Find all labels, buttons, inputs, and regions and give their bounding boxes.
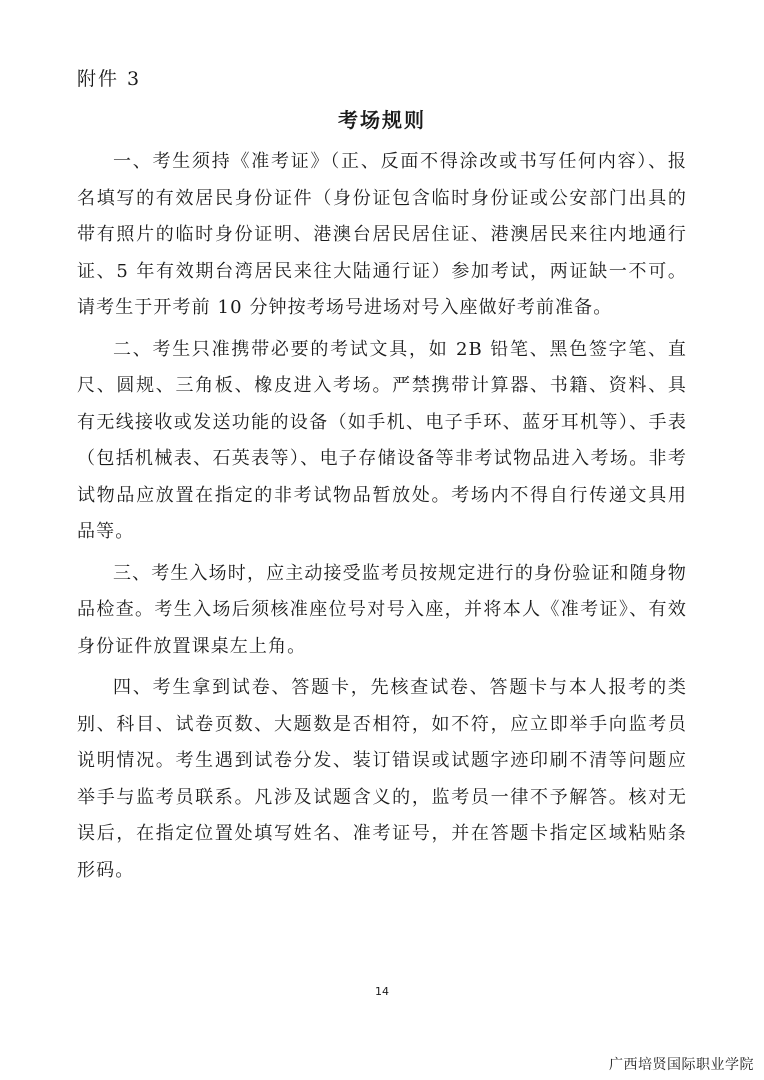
- attachment-label: 附件 3: [77, 68, 142, 90]
- document-body: [77, 144, 687, 894]
- rule-paragraph-2: 二、考生只准携带必要的考试文具，如 2B 铅笔、黑色签字笔、直尺、圆规、三角板、橡皮进入考场。严禁携带计算器、书籍、资料、具有无线接收或发送功能的设备（如手机、电子手环、蓝牙耳机等）、手表（包括机械表、石英表等）、电子存储设备等非考试物品进入考场。非考试物品应放置在指定的非考试物品暂放处。考场内不得自行传递文具用品等。: [77, 338, 687, 542]
- watermark-text: 广西培贤国际职业学院: [609, 1057, 754, 1073]
- page-title: 考场规则: [338, 108, 426, 132]
- rule-paragraph-4: 四、考生拿到试卷、答题卡，先核查试卷、答题卡与本人报考的类别、科目、试卷页数、大题数是否相符，如不符，应立即举手向监考员说明情况。考生遇到试卷分发、装订错误或试题字迹印刷不清等问题应举手与监考员联系。凡涉及试题含义的，监考员一律不予解答。核对无误后，在指定位置处填写姓名、准考证号，并在答题卡指定区域粘贴条形码。: [77, 677, 687, 881]
- page-number: 14: [375, 985, 389, 998]
- rule-paragraph-3: 三、考生入场时，应主动接受监考员按规定进行的身份验证和随身物品检查。考生入场后须核准座位号对号入座，并将本人《准考证》、有效身份证件放置课桌左上角。: [77, 562, 687, 657]
- rule-paragraph-1: 一、考生须持《准考证》（正、反面不得涂改或书写任何内容）、报名填写的有效居民身份证件（身份证包含临时身份证或公安部门出具的带有照片的临时身份证明、港澳台居民居住证、港澳居民来往内地通行证、5 年有效期台湾居民来往大陆通行证）参加考试，两证缺一不可。请考生于开考前 10 分钟按考场号进场对号入座做好考前准备。: [77, 151, 687, 318]
